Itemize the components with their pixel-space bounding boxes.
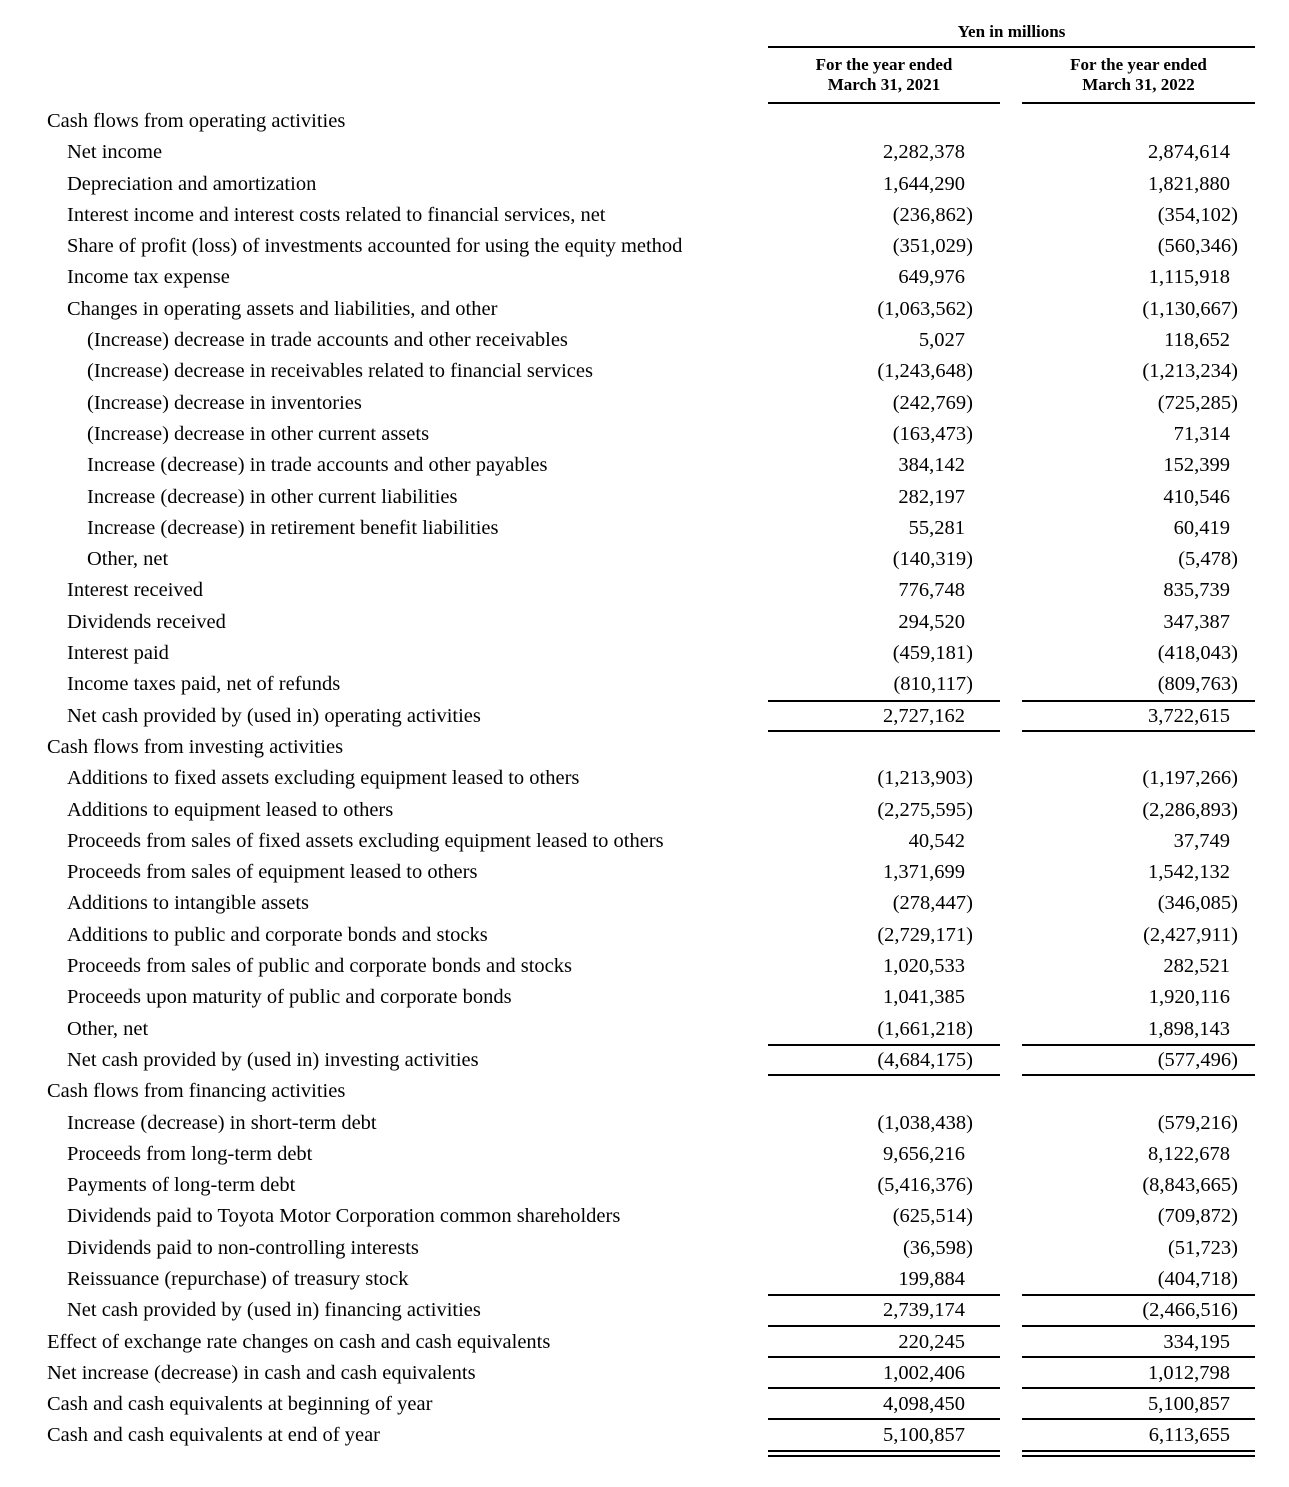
column-header-rule-2022 bbox=[1022, 102, 1255, 104]
row-label: Interest received bbox=[67, 579, 204, 602]
double-underline-rule bbox=[768, 1455, 1000, 1457]
table-row bbox=[0, 1044, 1289, 1075]
double-underline-rule bbox=[1022, 1455, 1255, 1457]
value-2021: (351,029) bbox=[892, 235, 973, 258]
table-row bbox=[0, 637, 1289, 668]
row-label: Increase (decrease) in short-term debt bbox=[67, 1111, 377, 1134]
row-label: Proceeds from sales of public and corporate bonds and stocks bbox=[67, 955, 572, 978]
value-2022: 3,722,615 bbox=[1148, 704, 1230, 727]
value-2021: 2,282,378 bbox=[883, 141, 965, 164]
value-2022: 2,874,614 bbox=[1148, 141, 1230, 164]
table-row bbox=[0, 199, 1289, 230]
row-label: Additions to fixed assets excluding equipment leased to others bbox=[67, 767, 580, 790]
value-2022: 410,546 bbox=[1163, 485, 1230, 508]
table-row bbox=[0, 168, 1289, 199]
table-row bbox=[0, 1232, 1289, 1263]
section-heading-row bbox=[0, 105, 1289, 136]
value-2022: (725,285) bbox=[1157, 391, 1238, 414]
row-label: Proceeds from long-term debt bbox=[67, 1142, 313, 1165]
table-row bbox=[0, 700, 1289, 731]
value-2022: (1,130,667) bbox=[1142, 297, 1238, 320]
column-header-2021-line1: For the year ended bbox=[815, 55, 953, 74]
value-2022: (354,102) bbox=[1157, 203, 1238, 226]
value-2021: (1,661,218) bbox=[877, 1017, 973, 1040]
table-row bbox=[0, 1107, 1289, 1138]
column-header-2021-line2: March 31, 2021 bbox=[827, 75, 941, 94]
value-2021: 40,542 bbox=[908, 829, 965, 852]
row-label: Increase (decrease) in trade accounts and other payables bbox=[87, 454, 548, 477]
value-2022: 118,652 bbox=[1164, 329, 1230, 352]
row-label: Effect of exchange rate changes on cash and cash equivalents bbox=[47, 1330, 551, 1353]
row-label: Interest income and interest costs related to financial services, net bbox=[67, 203, 606, 226]
table-row bbox=[0, 1388, 1289, 1419]
value-2021: 2,739,174 bbox=[883, 1299, 965, 1322]
value-2021: 220,245 bbox=[898, 1330, 965, 1353]
value-2021: 5,100,857 bbox=[883, 1424, 965, 1447]
value-2022: (2,286,893) bbox=[1142, 798, 1238, 821]
value-2022: 152,399 bbox=[1163, 454, 1230, 477]
table-row bbox=[0, 950, 1289, 981]
value-2022: (51,723) bbox=[1167, 1236, 1238, 1259]
table-row bbox=[0, 919, 1289, 950]
row-label: Cash flows from financing activities bbox=[47, 1080, 346, 1103]
row-label: (Increase) decrease in receivables related to financial services bbox=[87, 360, 593, 383]
subtotal-rule bbox=[768, 1294, 1000, 1296]
value-2022: 71,314 bbox=[1173, 422, 1230, 445]
value-2022: 8,122,678 bbox=[1148, 1142, 1230, 1165]
value-2021: (1,243,648) bbox=[877, 360, 973, 383]
value-2022: (579,216) bbox=[1157, 1111, 1238, 1134]
table-row bbox=[0, 1200, 1289, 1231]
section-heading-row bbox=[0, 1075, 1289, 1106]
row-label: Net cash provided by (used in) financing activities bbox=[67, 1299, 481, 1322]
row-label: Income taxes paid, net of refunds bbox=[67, 673, 341, 696]
value-2021: (810,117) bbox=[893, 673, 973, 696]
table-row bbox=[0, 1169, 1289, 1200]
row-label: Cash flows from investing activities bbox=[47, 735, 344, 758]
value-2022: (560,346) bbox=[1157, 235, 1238, 258]
value-2021: (236,862) bbox=[892, 203, 973, 226]
row-label: Dividends paid to Toyota Motor Corporation common shareholders bbox=[67, 1205, 621, 1228]
value-2022: 334,195 bbox=[1163, 1330, 1230, 1353]
table-row bbox=[0, 481, 1289, 512]
subtotal-rule bbox=[768, 700, 1000, 702]
row-label: Changes in operating assets and liabilities, and other bbox=[67, 297, 498, 320]
unit-rule bbox=[768, 46, 1255, 48]
column-header-2022-line2: March 31, 2022 bbox=[1082, 75, 1195, 94]
value-2022: (2,427,911) bbox=[1143, 923, 1238, 946]
value-2021: 9,656,216 bbox=[883, 1142, 965, 1165]
value-2021: (5,416,376) bbox=[877, 1174, 973, 1197]
row-label: Other, net bbox=[87, 548, 169, 571]
value-2021: (36,598) bbox=[902, 1236, 973, 1259]
value-2022: (418,043) bbox=[1157, 642, 1238, 665]
table-row bbox=[0, 418, 1289, 449]
value-2021: 1,041,385 bbox=[883, 986, 965, 1009]
subtotal-rule bbox=[1022, 1294, 1255, 1296]
value-2022: 5,100,857 bbox=[1148, 1393, 1230, 1416]
table-row bbox=[0, 449, 1289, 480]
value-2021: 294,520 bbox=[898, 610, 965, 633]
value-2022: 1,898,143 bbox=[1148, 1017, 1230, 1040]
table-row bbox=[0, 856, 1289, 887]
value-2021: 1,002,406 bbox=[883, 1361, 965, 1384]
table-row bbox=[0, 887, 1289, 918]
value-2022: (809,763) bbox=[1157, 673, 1238, 696]
row-label: Depreciation and amortization bbox=[67, 172, 317, 195]
value-2021: 1,371,699 bbox=[883, 861, 965, 884]
table-row bbox=[0, 981, 1289, 1012]
cash-flow-table bbox=[0, 105, 1289, 1451]
row-label: Net cash provided by (used in) operating activities bbox=[67, 704, 481, 727]
table-row bbox=[0, 606, 1289, 637]
value-2021: 776,748 bbox=[898, 579, 965, 602]
value-2022: 835,739 bbox=[1163, 579, 1230, 602]
row-label: Proceeds from sales of fixed assets excluding equipment leased to others bbox=[67, 829, 664, 852]
row-label: Net cash provided by (used in) investing activities bbox=[67, 1048, 479, 1071]
table-row bbox=[0, 1326, 1289, 1357]
row-label: Cash and cash equivalents at beginning of year bbox=[47, 1393, 433, 1416]
value-2022: (404,718) bbox=[1157, 1267, 1238, 1290]
column-header-2022-line1: For the year ended bbox=[1070, 55, 1207, 74]
value-2022: (5,478) bbox=[1178, 548, 1238, 571]
row-label: Increase (decrease) in retirement benefit liabilities bbox=[87, 516, 499, 539]
row-label: Reissuance (repurchase) of treasury stock bbox=[67, 1267, 409, 1290]
value-2022: (8,843,665) bbox=[1142, 1174, 1238, 1197]
row-label: Additions to public and corporate bonds and stocks bbox=[67, 923, 488, 946]
table-row bbox=[0, 1138, 1289, 1169]
row-label: (Increase) decrease in other current assets bbox=[87, 422, 430, 445]
value-2021: (2,275,595) bbox=[877, 798, 973, 821]
table-row bbox=[0, 512, 1289, 543]
table-row bbox=[0, 136, 1289, 167]
value-2021: 4,098,450 bbox=[883, 1393, 965, 1416]
value-2022: 1,920,116 bbox=[1148, 986, 1230, 1009]
row-label: Other, net bbox=[67, 1017, 149, 1040]
table-row bbox=[0, 1013, 1289, 1044]
value-2022: 1,115,918 bbox=[1148, 266, 1230, 289]
table-row bbox=[0, 794, 1289, 825]
total-rule bbox=[1022, 1450, 1255, 1452]
row-label: Dividends paid to non-controlling interests bbox=[67, 1236, 419, 1259]
value-2021: 5,027 bbox=[918, 329, 965, 352]
total-rule bbox=[768, 1450, 1000, 1452]
table-row bbox=[0, 1263, 1289, 1294]
table-row bbox=[0, 387, 1289, 418]
column-header-2021 bbox=[768, 55, 1000, 95]
row-label: Increase (decrease) in other current liabilities bbox=[87, 485, 458, 508]
value-2021: 282,197 bbox=[898, 485, 965, 508]
value-2021: (163,473) bbox=[892, 422, 973, 445]
column-header-2022 bbox=[1022, 55, 1255, 95]
value-2021: (242,769) bbox=[892, 391, 973, 414]
row-label: Share of profit (loss) of investments accounted for using the equity method bbox=[67, 235, 683, 258]
value-2021: (2,729,171) bbox=[877, 923, 973, 946]
table-row bbox=[0, 1419, 1289, 1450]
value-2021: (4,684,175) bbox=[877, 1048, 973, 1071]
table-row bbox=[0, 668, 1289, 699]
table-row bbox=[0, 261, 1289, 292]
value-2021: 55,281 bbox=[908, 516, 965, 539]
value-2021: (625,514) bbox=[892, 1205, 973, 1228]
value-2022: 1,012,798 bbox=[1148, 1361, 1230, 1384]
value-2022: 60,419 bbox=[1173, 516, 1230, 539]
value-2022: (2,466,516) bbox=[1142, 1299, 1238, 1322]
value-2022: (346,085) bbox=[1157, 892, 1238, 915]
row-label: Additions to equipment leased to others bbox=[67, 798, 394, 821]
value-2022: 6,113,655 bbox=[1148, 1424, 1230, 1447]
value-2022: 282,521 bbox=[1163, 955, 1230, 978]
value-2021: 199,884 bbox=[898, 1267, 965, 1290]
row-label: Cash flows from operating activities bbox=[47, 110, 346, 132]
value-2022: (577,496) bbox=[1157, 1048, 1238, 1071]
row-label: Net income bbox=[67, 141, 163, 164]
value-2022: (709,872) bbox=[1157, 1205, 1238, 1228]
table-row bbox=[0, 543, 1289, 574]
table-row bbox=[0, 324, 1289, 355]
table-row bbox=[0, 1357, 1289, 1388]
value-2022: 1,821,880 bbox=[1148, 172, 1230, 195]
subtotal-rule bbox=[1022, 700, 1255, 702]
row-label: (Increase) decrease in trade accounts and other receivables bbox=[87, 329, 568, 352]
row-label: Additions to intangible assets bbox=[67, 892, 309, 915]
row-label: Interest paid bbox=[67, 642, 169, 665]
table-row bbox=[0, 574, 1289, 605]
row-label: Net increase (decrease) in cash and cash equivalents bbox=[47, 1361, 476, 1384]
unit-heading: Yen in millions bbox=[957, 22, 1066, 41]
table-row bbox=[0, 825, 1289, 856]
value-2022: (1,197,266) bbox=[1142, 767, 1238, 790]
value-2021: (459,181) bbox=[892, 642, 973, 665]
value-2021: 1,020,533 bbox=[883, 955, 965, 978]
row-label: Payments of long-term debt bbox=[67, 1174, 296, 1197]
row-label: Cash and cash equivalents at end of year bbox=[47, 1424, 381, 1447]
value-2022: 347,387 bbox=[1163, 610, 1230, 633]
value-2021: (140,319) bbox=[892, 548, 973, 571]
value-2021: 2,727,162 bbox=[883, 704, 965, 727]
row-label: Income tax expense bbox=[67, 266, 230, 289]
value-2021: 384,142 bbox=[898, 454, 965, 477]
section-heading-row bbox=[0, 731, 1289, 762]
row-label: Proceeds upon maturity of public and corporate bonds bbox=[67, 986, 512, 1009]
value-2022: 37,749 bbox=[1173, 829, 1230, 852]
table-row bbox=[0, 1294, 1289, 1325]
value-2021: (1,038,438) bbox=[877, 1111, 973, 1134]
table-row bbox=[0, 355, 1289, 386]
subtotal-rule bbox=[768, 1044, 1000, 1046]
table-row bbox=[0, 762, 1289, 793]
subtotal-rule bbox=[1022, 1044, 1255, 1046]
row-label: (Increase) decrease in inventories bbox=[87, 391, 362, 414]
value-2022: 1,542,132 bbox=[1148, 861, 1230, 884]
value-2021: (278,447) bbox=[892, 892, 973, 915]
column-header-rule-2021 bbox=[768, 102, 1000, 104]
value-2021: (1,213,903) bbox=[877, 767, 973, 790]
value-2022: (1,213,234) bbox=[1142, 360, 1238, 383]
value-2021: 649,976 bbox=[898, 266, 965, 289]
value-2021: (1,063,562) bbox=[877, 297, 973, 320]
table-row bbox=[0, 230, 1289, 261]
row-label: Proceeds from sales of equipment leased to others bbox=[67, 861, 478, 884]
row-label: Dividends received bbox=[67, 610, 226, 633]
table-row bbox=[0, 293, 1289, 324]
value-2021: 1,644,290 bbox=[883, 172, 965, 195]
